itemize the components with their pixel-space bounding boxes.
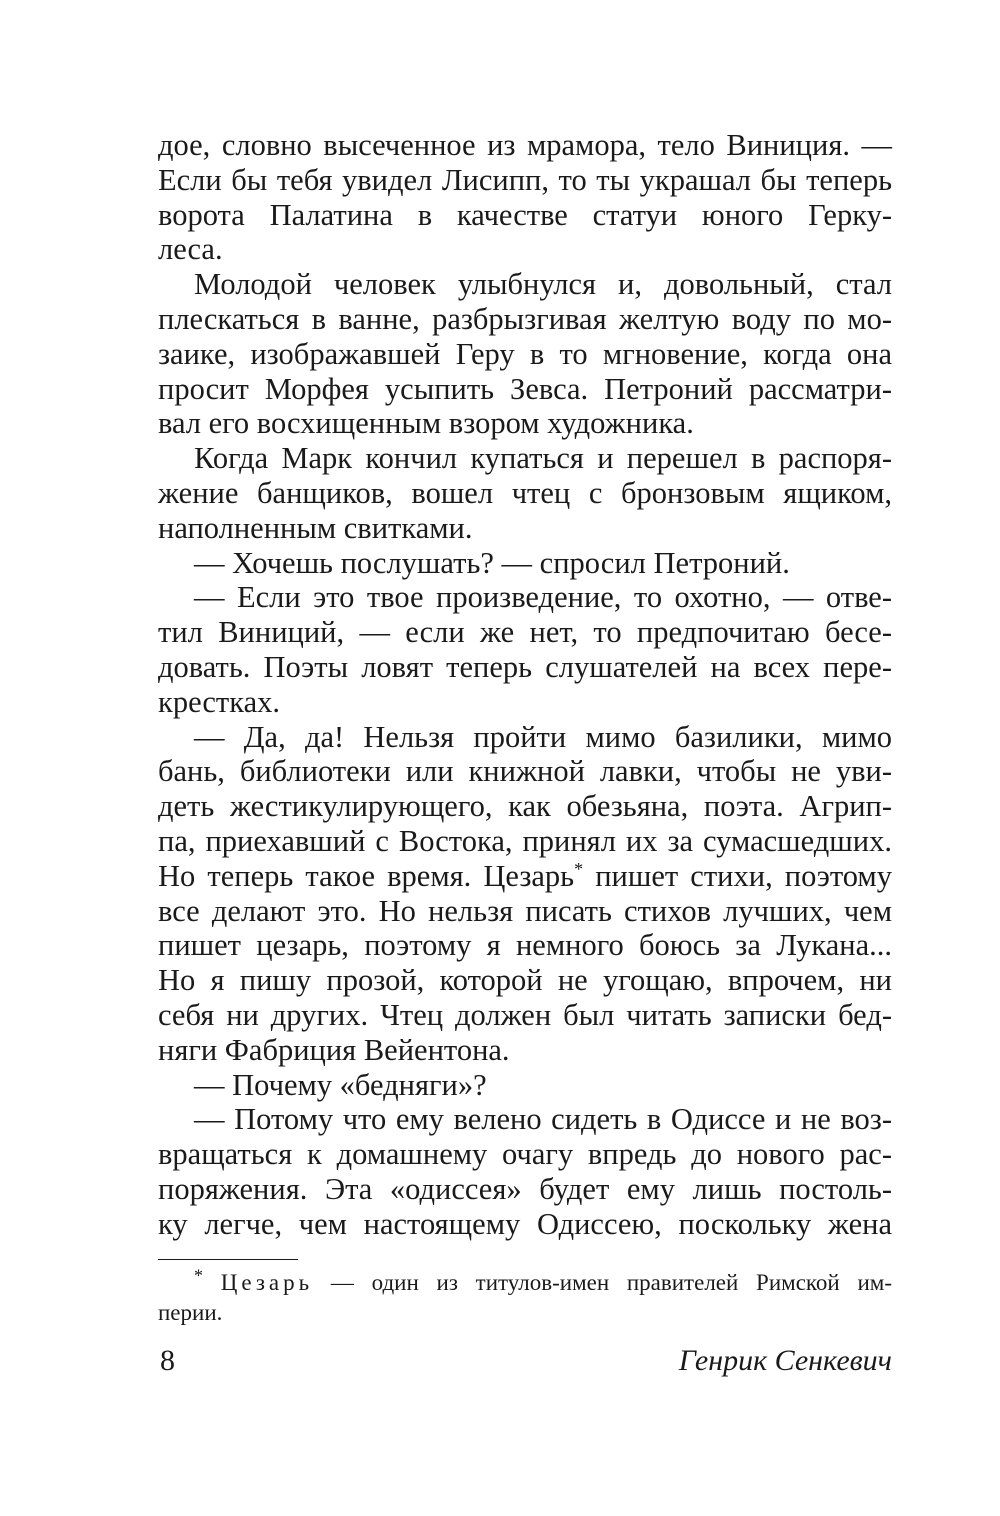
text-line: Но я пишу прозой, которой не угощаю, впрочем, ни (158, 963, 892, 998)
text-line: няги Фабриция Вейентона. (158, 1032, 510, 1067)
running-footer-author: Генрик Сенкевич (678, 1344, 892, 1377)
text-line: плескаться в ванне, разбрызгивая желтую воду по мо- (158, 301, 892, 336)
text-line: поряжения. Эта «одиссея» будет ему лишь постоль- (158, 1171, 892, 1206)
footnote-text: — один из титулов-имен правителей Римской им- (313, 1270, 893, 1295)
text-line: тил Виниций, — если же нет, то предпочитаю бесе- (158, 615, 892, 650)
paragraph-1 (158, 128, 892, 267)
paragraph-6 (158, 720, 892, 1068)
text-line: — Потому что ему велено сидеть в Одиссе и не воз- (194, 1102, 892, 1137)
text-line: жение банщиков, вошел чтец с бронзовым ящиком, (158, 475, 892, 510)
paragraph-3 (158, 441, 892, 545)
paragraph-5 (158, 580, 892, 719)
text-segment: пишет стихи, поэтому (595, 858, 892, 893)
text-line: заике, изображавшей Геру в то мгновение, когда она (158, 336, 892, 371)
text-line: пишет цезарь, поэтому я немного боюсь за Лукана... (158, 928, 892, 963)
text-line: Когда Марк кончил купаться и перешел в распоря- (194, 441, 892, 476)
footnote-marker: * (194, 1265, 203, 1286)
text-line: — Да, да! Нельзя пройти мимо базилики, мимо (194, 719, 892, 754)
paragraph-7 (158, 1068, 892, 1103)
paragraph-8 (158, 1102, 892, 1241)
main-text (158, 128, 892, 1242)
footnote-reference[interactable]: * (574, 858, 584, 879)
text-line-with-footnote (158, 859, 892, 894)
footnote (158, 1265, 893, 1328)
text-line: дое, словно высеченное из мрамора, тело Виниция. — (158, 128, 892, 162)
text-line: ку легче, чем настоящему Одиссею, поскольку жена (158, 1206, 892, 1241)
text-line: себя ни других. Чтец должен был читать записки бед- (158, 997, 892, 1032)
text-line: довать. Поэты ловят теперь слушателей на всех пере- (158, 649, 892, 684)
paragraph-2 (158, 267, 892, 441)
text-line: — Если это твое произведение, то охотно, — отве- (194, 580, 892, 615)
text-line: бань, библиотеки или книжной лавки, чтобы не уви- (158, 754, 892, 789)
text-line: леса. (158, 232, 223, 267)
text-line: — Почему «бедняги»? (194, 1067, 487, 1102)
text-line: крестках. (158, 684, 280, 719)
text-line: деть жестикулирующего, как обезьяна, поэта. Агрип- (158, 789, 892, 824)
text-line: просит Морфея усыпить Зевса. Петроний рассматри- (158, 371, 892, 406)
page-number: 8 (160, 1344, 175, 1377)
text-segment: Но теперь такое время. Цезарь (158, 858, 575, 893)
paragraph-4 (158, 546, 892, 581)
text-line: — Хочешь послушать? — спросил Петроний. (194, 545, 790, 580)
footnote-term: Цезарь (220, 1270, 314, 1295)
footnote-divider (158, 1259, 298, 1260)
footnote-line: перии. (158, 1300, 223, 1325)
text-line: вал его восхищенным взором художника. (158, 406, 694, 441)
text-line: наполненным свитками. (158, 510, 473, 545)
text-line: Если бы тебя увидел Лисипп, то ты украшал бы теперь (158, 162, 892, 197)
text-line: Молодой человек улыбнулся и, довольный, стал (194, 267, 892, 302)
footnote-line (158, 1265, 893, 1298)
text-line: вращаться к домашнему очагу впредь до нового рас- (158, 1137, 892, 1172)
text-line: па, приехавший с Востока, принял их за сумасшедших. (158, 823, 892, 858)
text-line: ворота Палатина в качестве статуи юного Герку- (158, 197, 892, 232)
text-line: все делают это. Но нельзя писать стихов лучших, чем (158, 893, 892, 928)
